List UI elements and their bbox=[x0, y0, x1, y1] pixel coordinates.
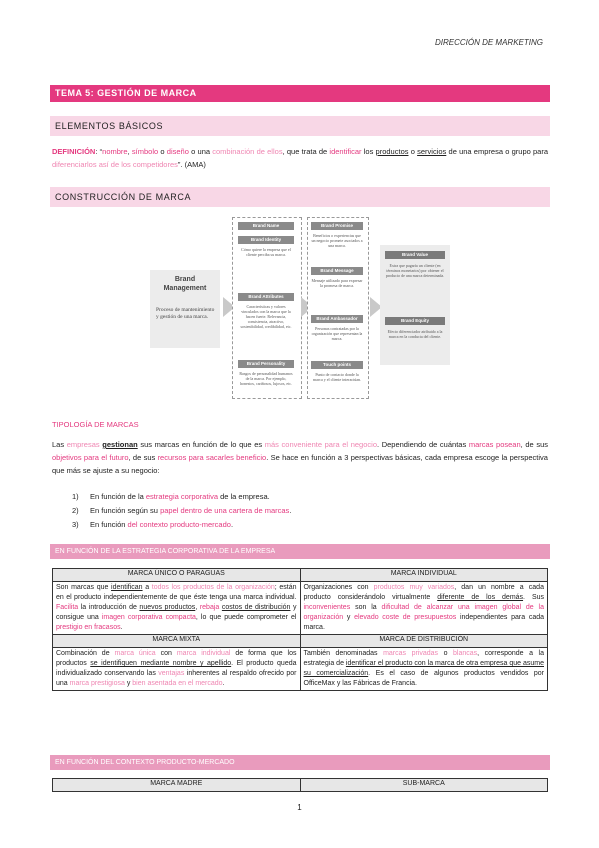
brand-ambassador-desc: Personas contratadas por la organización que representan la marca. bbox=[311, 326, 363, 341]
section-title-elementos: ELEMENTOS BÁSICOS bbox=[50, 116, 550, 136]
brand-value-label: Brand Value bbox=[385, 251, 445, 259]
list-item: 1) En función de la estrategia corporativa de la empresa. bbox=[72, 492, 270, 501]
page-number: 1 bbox=[297, 803, 302, 812]
brand-equity-desc: Efecto diferenciador atribuido a la marca en la conducta del cliente. bbox=[387, 329, 443, 339]
brand-name-label: Brand Name bbox=[238, 222, 294, 230]
perspectives-list bbox=[72, 490, 291, 532]
brand-management-desc: Proceso de mantenimiento y gestión de una marca. bbox=[156, 307, 215, 320]
table-cell: Son marcas que identifican a todos los productos de la organización; están en el producto independientemente de que éste tenga una marca individual. Facilita la introducción de nuevos productos, rebaja costos de distribución y consigue una imagen corporativa compacta, lo que puede comprometer el prestigio en fracasos. bbox=[53, 582, 301, 635]
brand-identity-label: Brand Identity bbox=[238, 236, 294, 244]
table-header: MARCA DE DISTRIBUCIÓN bbox=[300, 635, 548, 648]
touch-points-desc: Punto de contacto donde la marca y el cliente interactúan. bbox=[312, 372, 362, 382]
brand-message-desc: Mensaje utilizado para expresar la promesa de marca. bbox=[311, 278, 363, 288]
table-estrategia bbox=[52, 568, 548, 691]
tipologia-heading: TIPOLOGÍA DE MARCAS bbox=[52, 420, 139, 429]
brand-attributes-desc: Características y valores vinculados con la marca que la hacen fuerte. Relevancia, consistencia, atractivo, sostenibilidad, credibilidad, etc. bbox=[240, 304, 292, 329]
table-header: MARCA INDIVIDUAL bbox=[300, 569, 548, 582]
table-cell: También denominadas marcas privadas o blancas, corresponde a la estrategia de identificar el producto con la marca de otra empresa que asume su comercialización. Es el caso de algunos productos vendidos por OfficeMax y las Fábricas de Francia. bbox=[300, 648, 548, 691]
section-contexto-producto-mercado: EN FUNCIÓN DEL CONTEXTO PRODUCTO-MERCADO bbox=[50, 755, 550, 770]
table-cell: Combinación de marca única con marca individual de forma que los productos se identifiquen mediante nombre y apellido. El producto queda individualizado conservando las ventajas inherentes al respaldo ofrecido por una marca prestigiosa y bien asentada en el mercado. bbox=[53, 648, 301, 691]
table-cell: Organizaciones con productos muy variados, dan un nombre a cada producto considerándolo virtualmente diferente de los demás. Sus inconvenientes son la dificultad de alcanzar una imagen global de la organización y elevado coste de presupuestos independientes para cada marca. bbox=[300, 582, 548, 635]
brand-management-diagram bbox=[150, 215, 450, 400]
brand-message-label: Brand Message bbox=[311, 267, 363, 275]
brand-equity-label: Brand Equity bbox=[385, 317, 445, 325]
table-header: MARCA ÚNICO O PARAGUAS bbox=[53, 569, 301, 582]
brand-attributes-label: Brand Attributes bbox=[238, 293, 294, 301]
list-item: 2) En función según su papel dentro de una cartera de marcas. bbox=[72, 506, 292, 515]
brand-promise-desc: Beneficios o experiencias que un negocio promete asociados a una marca. bbox=[311, 233, 363, 248]
brand-personality-desc: Rasgos de personalidad humanos de la marca. Por ejemplo, honestos, cariñosos, lujosos, etc. bbox=[239, 371, 293, 386]
section-estrategia-corporativa: EN FUNCIÓN DE LA ESTRATEGIA CORPORATIVA DE LA EMPRESA bbox=[50, 544, 550, 559]
table-header: MARCA MADRE bbox=[53, 779, 301, 792]
chapter-title: TEMA 5: GESTIÓN DE MARCA bbox=[50, 85, 550, 102]
section-title-construccion: CONSTRUCCIÓN DE MARCA bbox=[50, 187, 550, 207]
list-item: 3) En función del contexto producto-mercado. bbox=[72, 520, 234, 529]
table-contexto bbox=[52, 778, 548, 792]
tipologia-paragraph: Las empresas gestionan sus marcas en función de lo que es más conveniente para el negocio. Dependiendo de cuántas marcas posean, de sus objetivos para el futuro, de sus recursos para sacarles beneficio. Se hace en función a 3 perspectivas básicas, cada empresa escoge la perspectiva que más se ajuste a su negocio: bbox=[52, 440, 549, 475]
definition-paragraph: DEFINICIÓN: “nombre, símbolo o diseño o una combinación de ellos, que trata de identificar los productos o servicios de una empresa o grupo para diferenciarlos así de los competidores”. (AMA) bbox=[52, 147, 549, 169]
touch-points-label: Touch points bbox=[311, 361, 363, 369]
brand-personality-label: Brand Personality bbox=[238, 360, 294, 368]
brand-value-desc: Extra que pagaría un cliente (en términos monetarios) por obtener el producto de una marca determinada. bbox=[385, 263, 445, 278]
brand-ambassador-label: Brand Ambassador bbox=[311, 315, 363, 323]
table-header: SUB-MARCA bbox=[300, 779, 548, 792]
table-header: MARCA MIXTA bbox=[53, 635, 301, 648]
document-header: DIRECCIÓN DE MARKETING bbox=[434, 38, 543, 47]
brand-management-title: Brand Management bbox=[163, 276, 207, 292]
brand-promise-label: Brand Promise bbox=[311, 222, 363, 230]
brand-identity-desc: Cómo quiere la empresa que el cliente perciba su marca. bbox=[241, 247, 291, 257]
